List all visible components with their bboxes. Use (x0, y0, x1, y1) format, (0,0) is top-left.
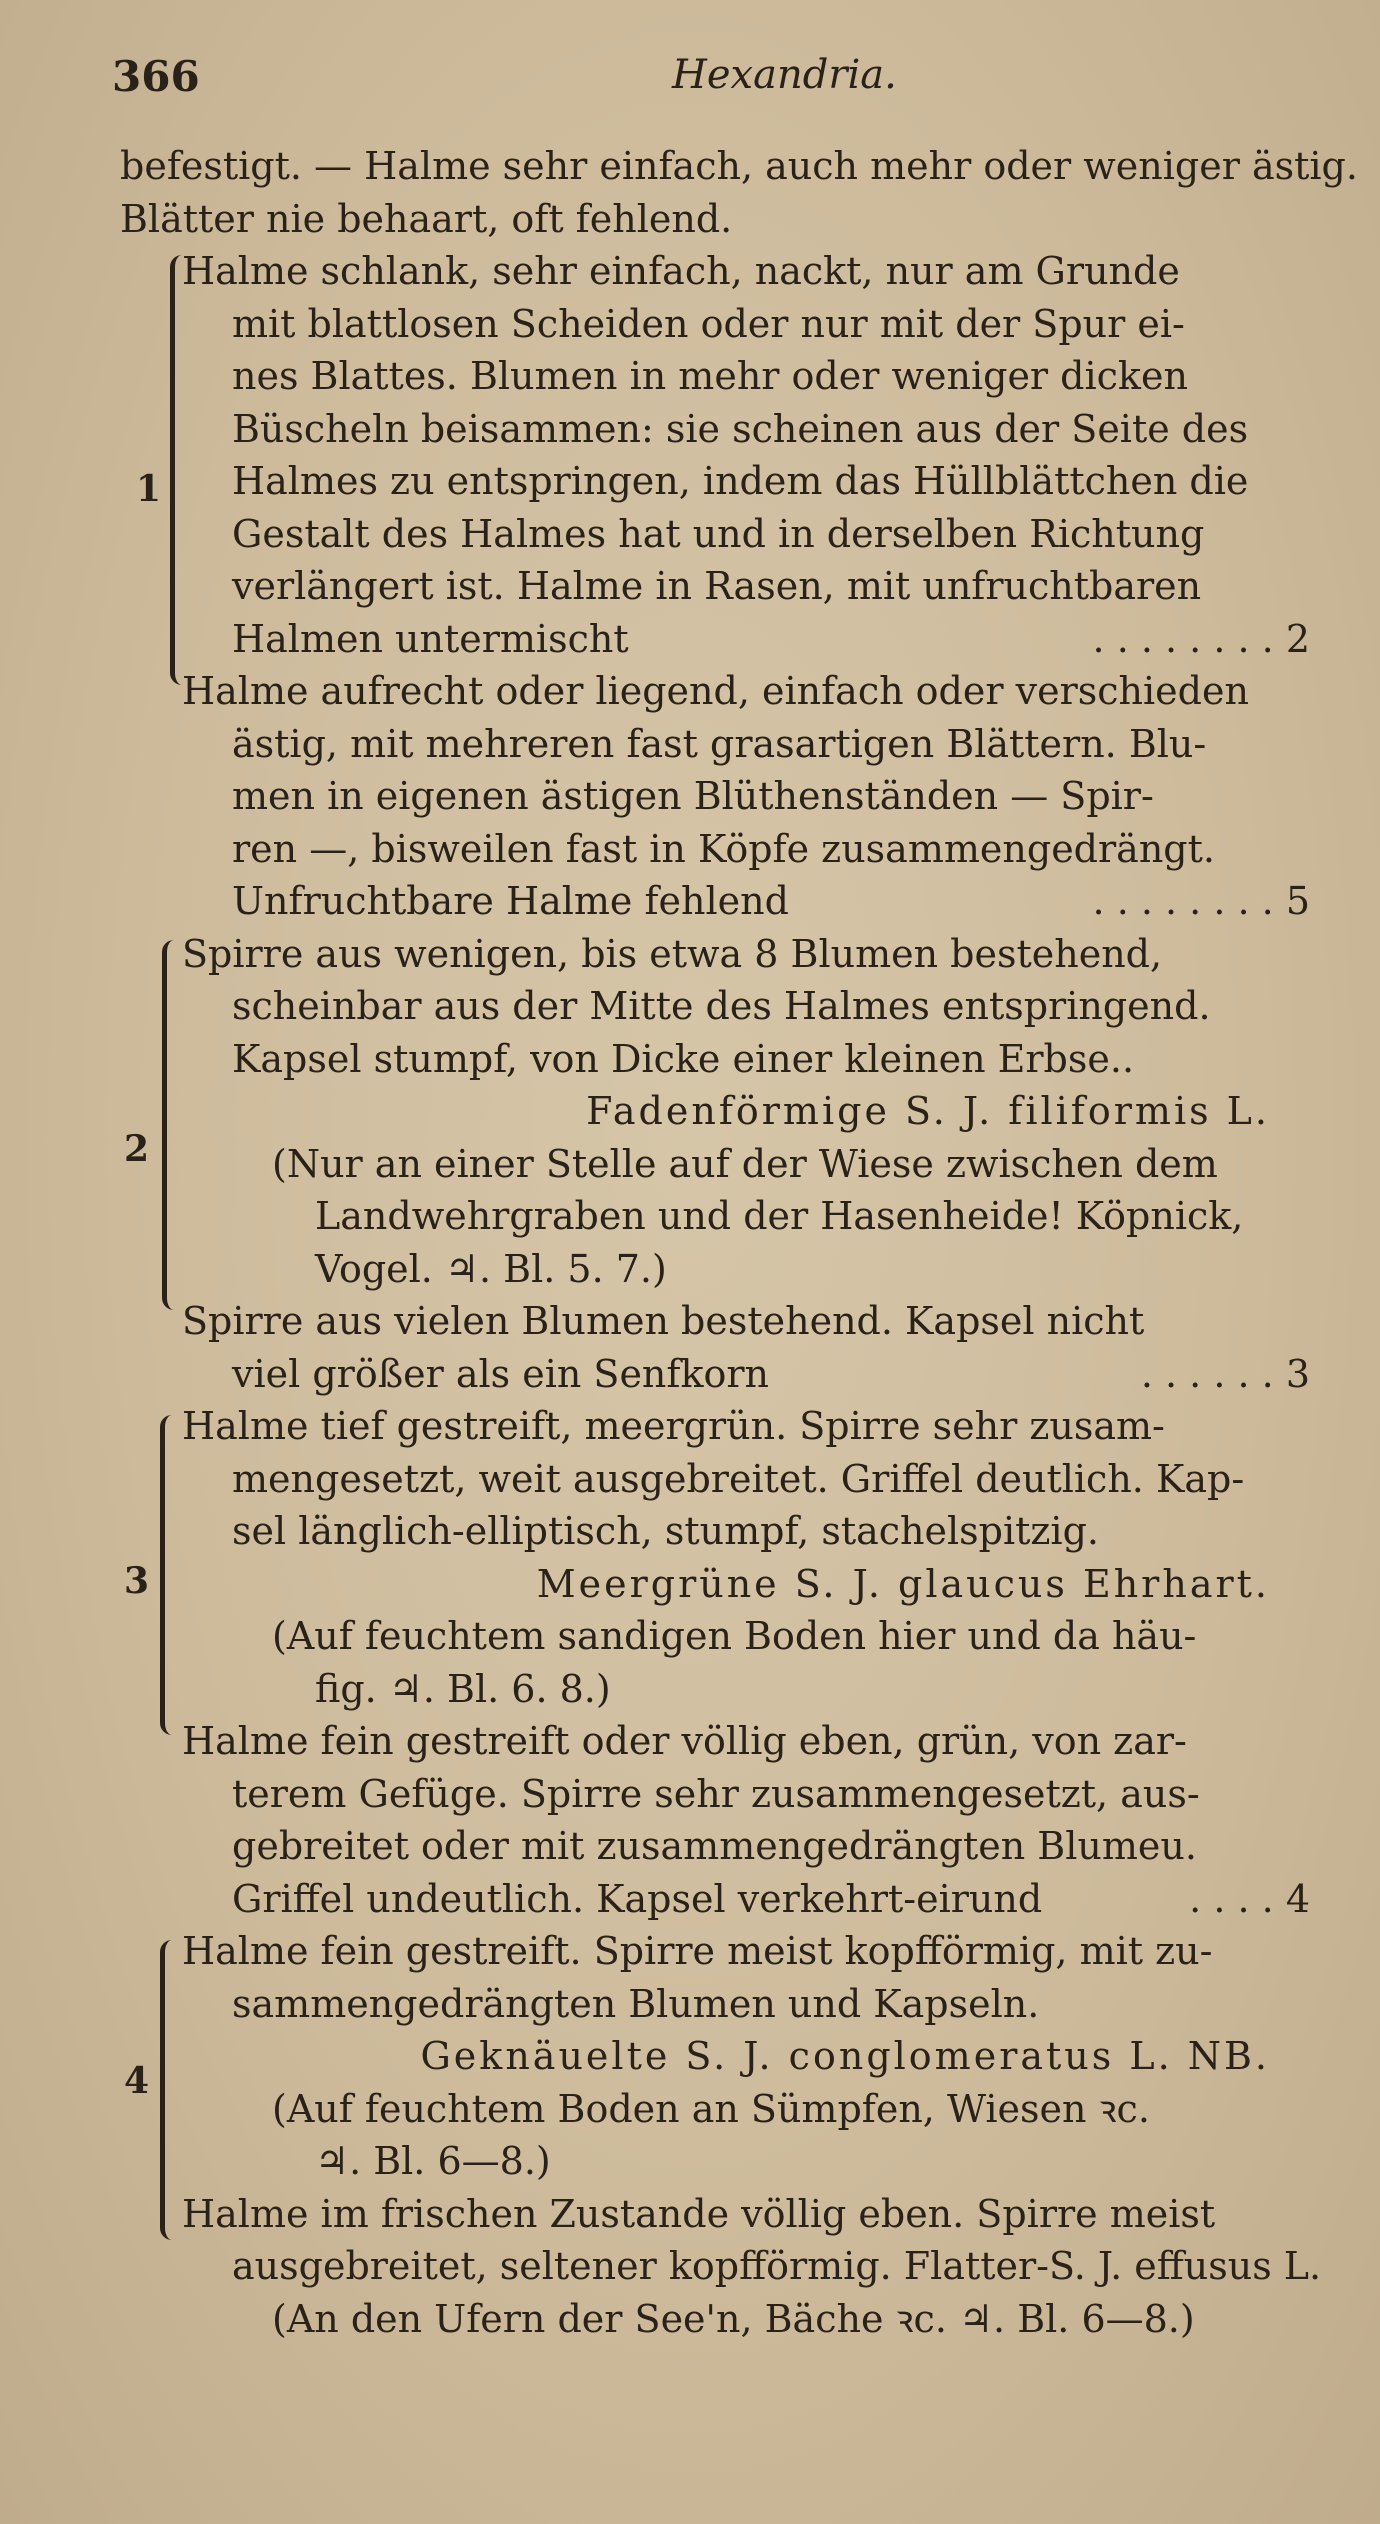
text-line: nes Blattes. Blumen in mehr oder weniger dicken (232, 354, 1188, 398)
text-line: Halme fein gestreift oder völlig eben, grün, von zar- (182, 1719, 1187, 1763)
bracket-4-number: 4 (124, 2060, 150, 2102)
page-header (112, 52, 1302, 122)
species-name: Fadenförmige S. J. filiformis L. (586, 1089, 1270, 1133)
text-line: ausgebreitet, seltener kopfförmig. Flatter-S. J. effusus L. (232, 2244, 1322, 2288)
text-line: Halme aufrecht oder liegend, einfach oder verschieden (182, 669, 1249, 713)
text-line: (Nur an einer Stelle auf der Wiese zwischen dem (272, 1141, 1218, 1186)
text-line: Spirre aus wenigen, bis etwa 8 Blumen bestehend, (182, 931, 1163, 976)
leader-ref: 4 (1285, 1876, 1310, 1921)
text-line: men in eigenen ästigen Blüthenständen — Spir- (232, 774, 1154, 818)
text-line: Halme tief gestreift, meergrün. Spirre sehr zusam- (182, 1404, 1165, 1448)
leader (1141, 1348, 1310, 1401)
text-line: Halmen untermischt (232, 616, 629, 661)
text-line: befestigt. — Halme sehr einfach, auch mehr oder weniger ästig. (120, 144, 1358, 188)
leader (1093, 875, 1310, 928)
species-name: Geknäuelte S. J. conglomeratus L. NB. (420, 2034, 1270, 2078)
text-line: Kapsel stumpf, von Dicke einer kleinen Erbse.. (232, 1036, 1135, 1081)
text-line: scheinbar aus der Mitte des Halmes entspringend. (232, 984, 1211, 1028)
text-line: Spirre aus vielen Blumen bestehend. Kapsel nicht (182, 1299, 1145, 1343)
text-line-with-leader (120, 613, 1310, 666)
leader-ref: 2 (1285, 616, 1310, 661)
text-line: Landwehrgraben und der Hasenheide! Köpnick, (315, 1194, 1244, 1238)
text-line: ren —, bisweilen fast in Köpfe zusammengedrängt. (232, 826, 1215, 871)
text-line: ästig, mit mehreren fast grasartigen Blättern. Blu- (232, 721, 1207, 766)
text-line: (An den Ufern der See'n, Bäche ꝛc. ♃. Bl. 6—8.) (272, 2296, 1195, 2341)
text-line-with-leader (120, 875, 1310, 928)
text-line: (Auf feuchtem sandigen Boden hier und da häu- (272, 1614, 1197, 1658)
text-line: terem Gefüge. Spirre sehr zusammengesetzt, aus- (232, 1771, 1200, 1816)
leader-ref: 3 (1285, 1351, 1310, 1396)
text-line: sammengedrängten Blumen und Kapseln. (232, 1981, 1040, 2026)
bracket-2-number: 2 (124, 1128, 150, 1170)
text-line: Halmes zu entspringen, indem das Hüllblättchen die (232, 459, 1249, 503)
bracket-3-number: 3 (124, 1560, 150, 1602)
text-line-with-leader (120, 1348, 1310, 1401)
text-line: mit blattlosen Scheiden oder nur mit der Spur ei- (232, 301, 1185, 346)
text-line: sel länglich-elliptisch, stumpf, stachelspitzig. (232, 1509, 1099, 1553)
leader-dots: . . . . (1189, 1876, 1274, 1921)
text-line: Halme im frischen Zustande völlig eben. Spirre meist (182, 2191, 1216, 2236)
page-body (120, 140, 1358, 2345)
bracket-1-number: 1 (136, 468, 162, 510)
text-line: (Auf feuchtem Boden an Sümpfen, Wiesen ꝛc. (272, 2086, 1150, 2131)
text-line: ♃. Bl. 6—8.) (315, 2139, 551, 2183)
text-line: Griffel undeutlich. Kapsel verkehrt-eirund (232, 1876, 1043, 1921)
text-line: Unfruchtbare Halme fehlend (232, 879, 789, 923)
text-line: verlängert ist. Halme in Rasen, mit unfruchtbaren (232, 564, 1202, 608)
leader-dots: . . . . . . . . (1092, 616, 1274, 661)
text-line: Halme schlank, sehr einfach, nackt, nur am Grunde (182, 249, 1180, 293)
running-head: Hexandria. (672, 52, 897, 98)
text-line: Vogel. ♃. Bl. 5. 7.) (315, 1246, 667, 1291)
text-line: fig. ♃. Bl. 6. 8.) (315, 1666, 611, 1711)
leader-ref: 5 (1285, 879, 1310, 923)
text-line: Büscheln beisammen: sie scheinen aus der Seite des (232, 406, 1249, 451)
text-line: Gestalt des Halmes hat und in derselben Richtung (232, 511, 1205, 556)
leader-dots: . . . . . . . . (1092, 879, 1274, 923)
species-name: Meergrüne S. J. glaucus Ehrhart. (536, 1561, 1270, 1606)
text-line: Halme fein gestreift. Spirre meist kopfförmig, mit zu- (182, 1929, 1213, 1973)
page-number: 366 (112, 52, 200, 101)
text-line: gebreitet oder mit zusammengedrängten Blumeu. (232, 1824, 1197, 1868)
text-line-with-leader (120, 1873, 1310, 1926)
text-line: Blätter nie behaart, oft fehlend. (120, 196, 733, 241)
leader (1189, 1873, 1310, 1926)
text-line: mengesetzt, weit ausgebreitet. Griffel deutlich. Kap- (232, 1456, 1245, 1501)
leader-dots: . . . . . . (1140, 1351, 1274, 1396)
text-line: viel größer als ein Senfkorn (232, 1351, 770, 1396)
leader (1093, 613, 1310, 666)
